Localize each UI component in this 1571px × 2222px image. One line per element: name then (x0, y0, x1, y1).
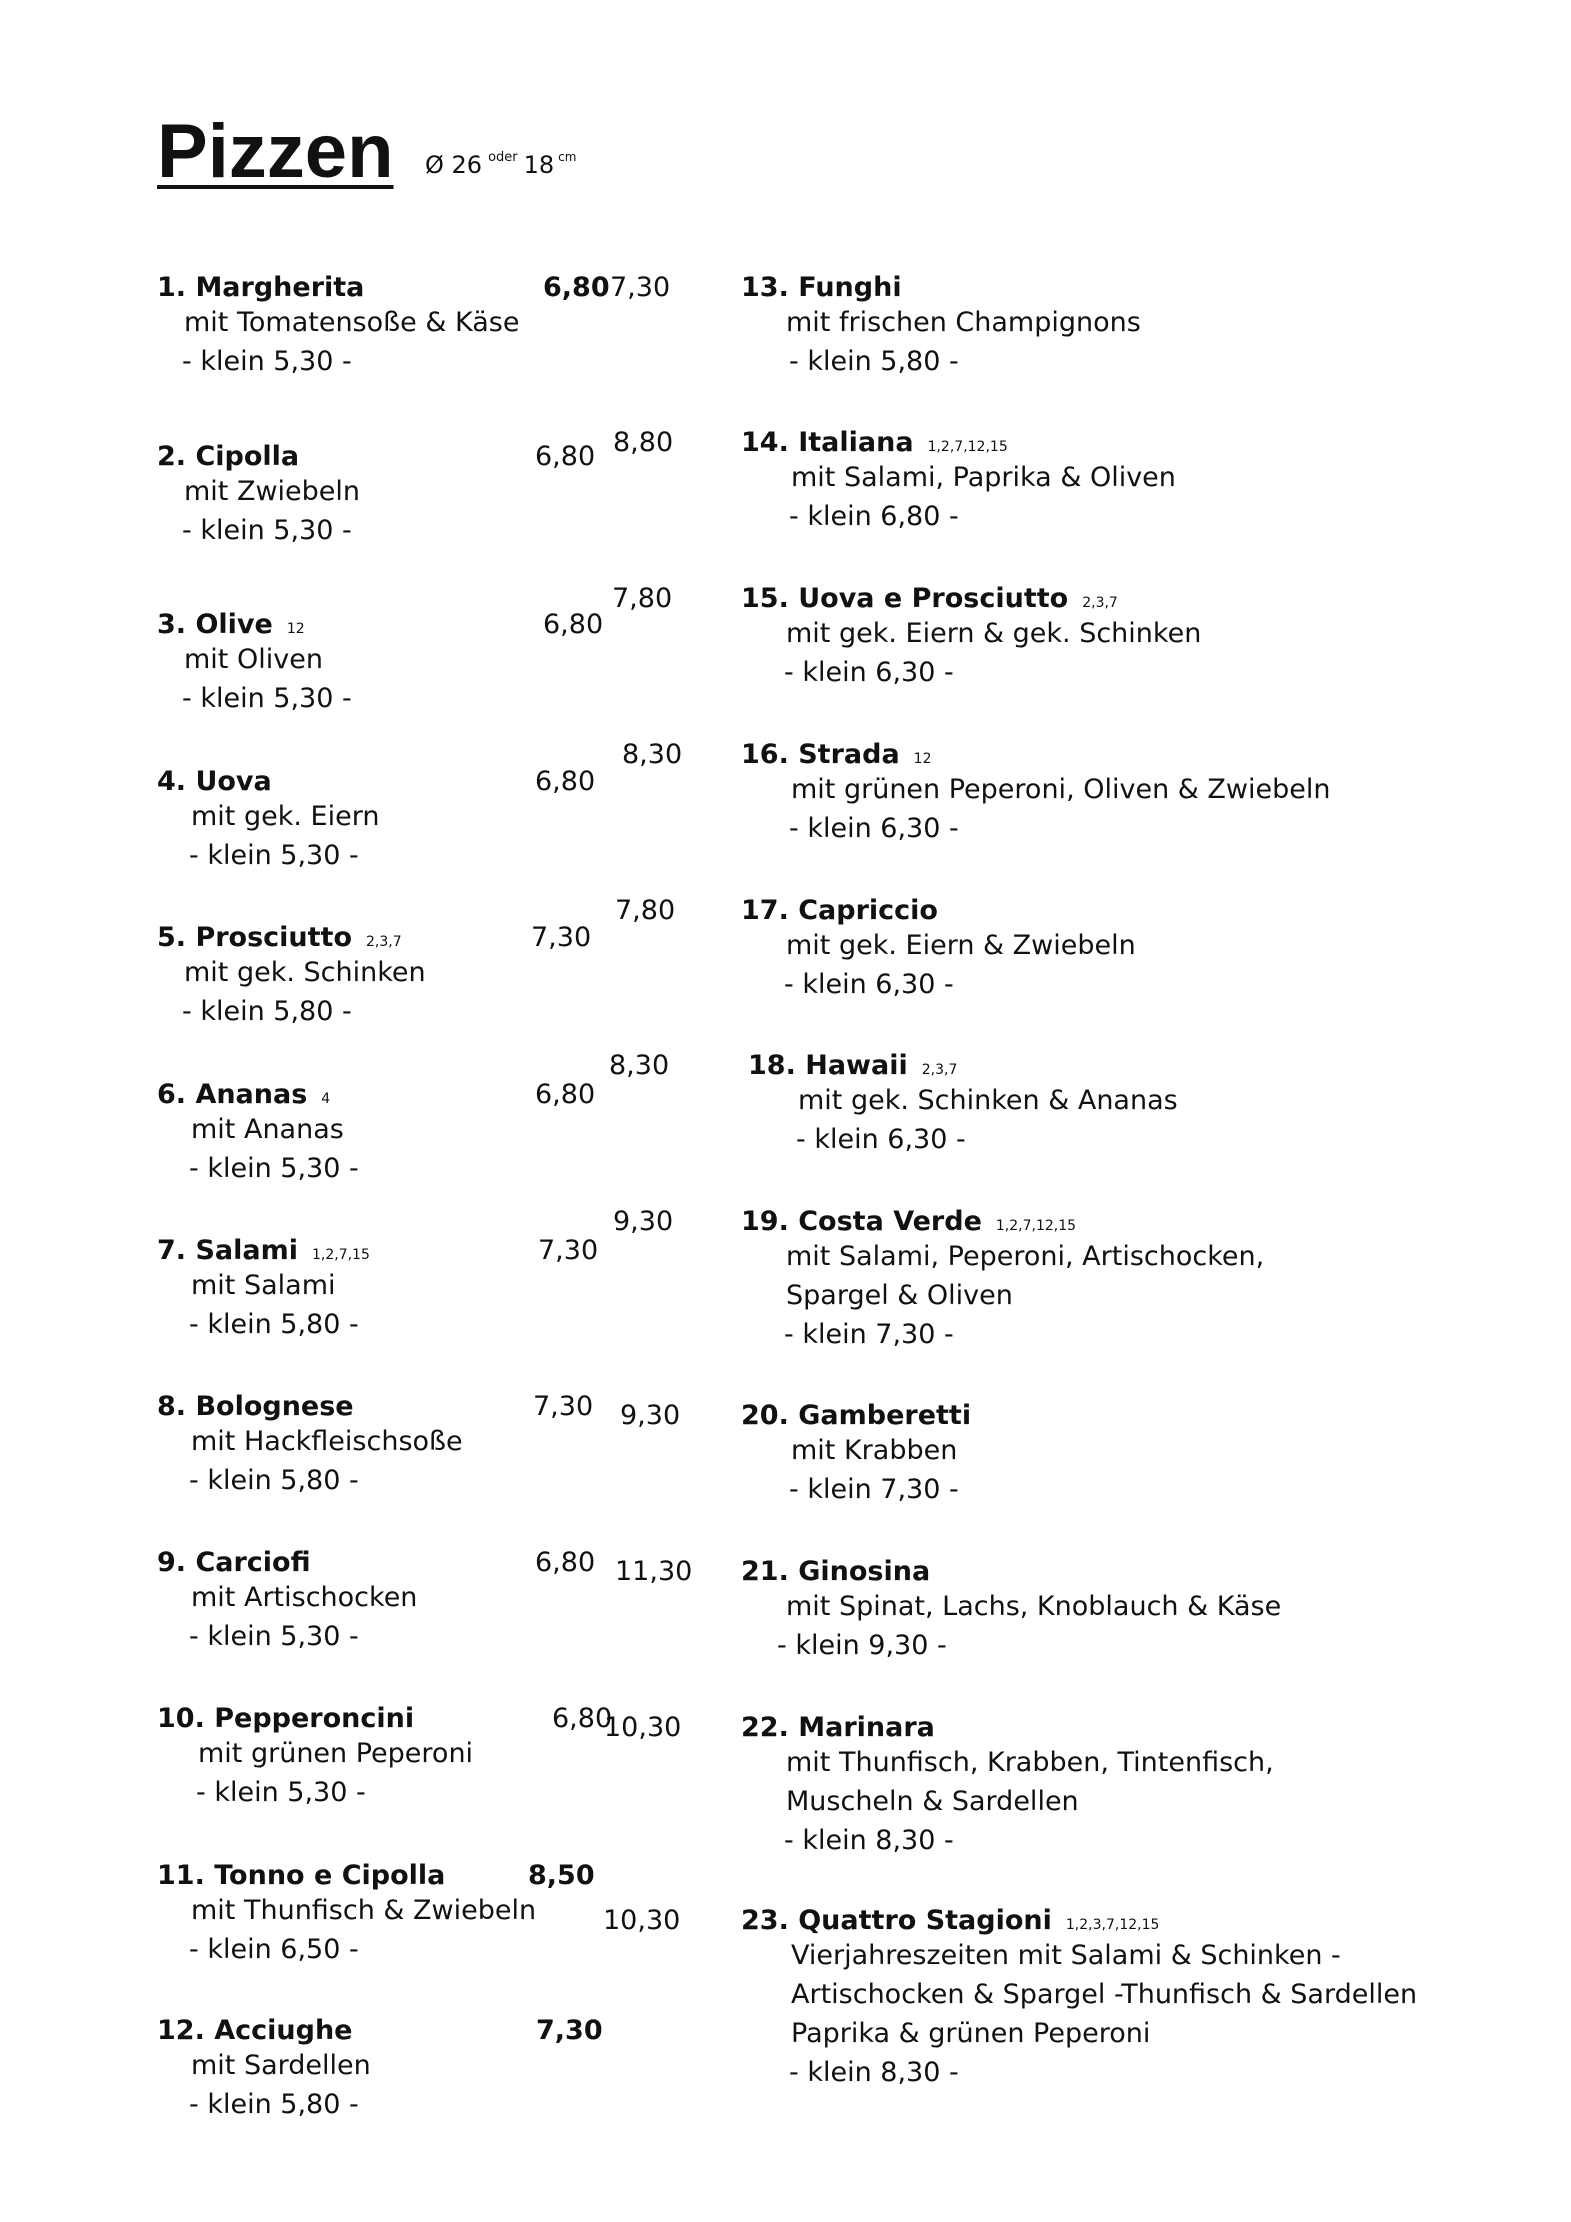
item-price: 10,30 (604, 1712, 682, 1743)
menu-item (609, 1050, 1178, 1159)
item-name-row (157, 441, 360, 472)
menu-item (157, 272, 610, 381)
item-name: 16. Strada (741, 739, 900, 770)
item-description: mit Zwiebeln (184, 476, 361, 507)
menu-item (157, 1860, 595, 1969)
item-small-price: - klein 5,80 - (189, 1465, 359, 1496)
item-name: 15. Uova e Prosciutto (741, 583, 1069, 614)
item-allergens: 1,2,7,15 (311, 1247, 370, 1263)
item-description: mit Krabben (791, 1435, 958, 1466)
item-allergens: 2,3,7 (1082, 595, 1118, 611)
item-price: 9,30 (620, 1400, 681, 1431)
item-description: Artischocken & Spargel -Thunfisch & Sardellen (791, 1979, 1418, 2010)
item-name: 17. Capriccio (741, 895, 938, 926)
item-name-row (157, 766, 379, 797)
item-name: 5. Prosciutto (157, 922, 353, 953)
item-price: 8,30 (622, 739, 683, 770)
item-description: Muscheln & Sardellen (786, 1786, 1079, 1817)
menu-item (622, 739, 1331, 848)
item-name-row (741, 1712, 1274, 1743)
menu-item (157, 1079, 596, 1188)
item-small-price: - klein 6,30 - (784, 969, 954, 1000)
item-name: 22. Marinara (741, 1712, 935, 1743)
item-small-price: - klein 8,30 - (784, 1825, 954, 1856)
menu-item (610, 272, 1141, 381)
item-description: mit Salami, Paprika & Oliven (791, 462, 1176, 493)
item-allergens: 1,2,7,12,15 (927, 439, 1008, 455)
size-prefix: Ø 26 (425, 151, 483, 179)
item-small-price: - klein 9,30 - (777, 1630, 947, 1661)
item-description: mit Hackfleischsoße (191, 1426, 463, 1457)
item-description: Paprika & grünen Peperoni (791, 2018, 1151, 2049)
item-small-price: - klein 6,50 - (189, 1934, 359, 1965)
item-small-price: - klein 8,30 - (789, 2057, 959, 2088)
item-name-row (741, 1905, 1417, 1936)
item-name: 11. Tonno e Cipolla (157, 1860, 446, 1891)
item-small-price: - klein 5,80 - (182, 996, 352, 1027)
item-name: 14. Italiana (741, 427, 914, 458)
menu-item (157, 1235, 599, 1344)
menu-item (157, 766, 596, 875)
size-alt: 18 (523, 151, 555, 179)
item-name: 23. Quattro Stagioni (741, 1905, 1052, 1936)
item-small-price: - klein 7,30 - (789, 1474, 959, 1505)
item-price: 7,30 (538, 1235, 599, 1266)
item-price: 6,80 (535, 766, 596, 797)
menu-header (157, 108, 577, 195)
item-price: 7,80 (615, 895, 676, 926)
item-name: 1. Margherita (157, 272, 365, 303)
menu-item (603, 1905, 1418, 2092)
item-price: 6,80 (543, 272, 610, 303)
item-description: mit Salami (191, 1270, 336, 1301)
page-title: Pizzen (157, 109, 394, 194)
item-name-row (157, 1391, 463, 1422)
item-small-price: - klein 6,30 - (784, 657, 954, 688)
menu-item (613, 1206, 1265, 1354)
item-description: mit Ananas (191, 1114, 344, 1145)
item-name: 7. Salami (157, 1235, 298, 1266)
menu-item (157, 1391, 594, 1500)
item-name: 10. Pepperoncini (157, 1703, 415, 1734)
item-small-price: - klein 6,30 - (789, 813, 959, 844)
item-name-row (741, 1400, 971, 1431)
item-description: Vierjahreszeiten mit Salami & Schinken - (791, 1940, 1341, 1971)
item-name-row (741, 427, 1176, 458)
item-description: mit grünen Peperoni, Oliven & Zwiebeln (791, 774, 1331, 805)
size-note (425, 150, 576, 179)
item-price: 6,80 (535, 1079, 596, 1110)
item-allergens: 12 (913, 751, 932, 767)
item-small-price: - klein 6,30 - (796, 1124, 966, 1155)
item-name-row (157, 1547, 417, 1578)
item-name-row (741, 1206, 1264, 1237)
item-price: 7,30 (610, 272, 671, 303)
item-allergens: 12 (286, 621, 305, 637)
menu-item (157, 1547, 596, 1656)
item-price: 6,80 (543, 609, 604, 640)
item-name-row (157, 1860, 536, 1891)
item-small-price: - klein 6,80 - (789, 501, 959, 532)
item-price: 11,30 (615, 1556, 693, 1587)
item-price: 8,30 (609, 1050, 670, 1081)
item-small-price: - klein 5,30 - (196, 1777, 366, 1808)
size-separator: oder (488, 150, 518, 165)
item-price: 7,30 (536, 2015, 603, 2046)
item-small-price: - klein 5,30 - (182, 346, 352, 377)
item-small-price: - klein 5,30 - (182, 515, 352, 546)
menu-item (620, 1400, 972, 1509)
item-description: mit Sardellen (191, 2050, 371, 2081)
item-description: mit frischen Champignons (786, 307, 1141, 338)
menu-item (612, 583, 1202, 692)
item-small-price: - klein 5,80 - (189, 2089, 359, 2120)
item-name-row (157, 2015, 371, 2046)
menu-item (157, 2015, 603, 2124)
item-name: 2. Cipolla (157, 441, 300, 472)
item-name-row (741, 1556, 1281, 1587)
item-name-row (741, 583, 1201, 614)
item-description: mit Salami, Peperoni, Artischocken, (786, 1241, 1265, 1272)
item-name-row (748, 1050, 1178, 1081)
item-price: 6,80 (535, 441, 596, 472)
menu-item (157, 609, 604, 718)
item-name: 6. Ananas (157, 1079, 308, 1110)
item-price: 10,30 (603, 1905, 681, 1936)
item-name: 8. Bolognese (157, 1391, 354, 1422)
item-name-row (157, 1235, 370, 1266)
item-name-row (157, 272, 519, 303)
item-price: 7,30 (533, 1391, 594, 1422)
item-allergens: 2,3,7 (366, 934, 402, 950)
item-description: mit Thunfisch & Zwiebeln (191, 1895, 537, 1926)
item-allergens: 2,3,7 (921, 1062, 958, 1078)
item-description: mit Spinat, Lachs, Knoblauch & Käse (786, 1591, 1282, 1622)
item-name: 20. Gamberetti (741, 1400, 972, 1431)
item-small-price: - klein 5,30 - (189, 1621, 359, 1652)
item-name: 3. Olive (157, 609, 273, 640)
item-price: 7,80 (612, 583, 673, 614)
item-name-row (741, 895, 1136, 926)
menu-item (157, 441, 596, 550)
item-name-row (157, 1079, 359, 1110)
item-small-price: - klein 5,30 - (189, 840, 359, 871)
item-description: mit Oliven (184, 644, 323, 675)
item-price: 8,80 (613, 427, 674, 458)
item-description: mit gek. Eiern & Zwiebeln (786, 930, 1136, 961)
item-small-price: - klein 5,30 - (182, 683, 352, 714)
menu-item (157, 922, 592, 1031)
item-allergens: 1,2,3,7,12,15 (1065, 1917, 1160, 1933)
item-name: 13. Funghi (741, 272, 902, 303)
item-name-row (157, 1703, 473, 1734)
item-name: 21. Ginosina (741, 1556, 931, 1587)
item-name: 18. Hawaii (748, 1050, 908, 1081)
item-description: mit Tomatensoße & Käse (184, 307, 520, 338)
item-name: 9. Carciofi (157, 1547, 311, 1578)
item-allergens: 4 (321, 1091, 331, 1107)
menu-item (615, 895, 1136, 1004)
item-description: mit gek. Schinken (184, 957, 426, 988)
menu-item (615, 1556, 1282, 1665)
item-description: mit gek. Eiern (191, 801, 380, 832)
item-name: 4. Uova (157, 766, 272, 797)
item-name-row (741, 739, 1330, 770)
size-unit: cm (558, 150, 577, 164)
item-name: 12. Acciughe (157, 2015, 353, 2046)
item-name-row (157, 922, 426, 953)
menu-item (613, 427, 1176, 536)
item-name-row (157, 609, 352, 640)
item-description: mit Artischocken (191, 1582, 418, 1613)
item-small-price: - klein 5,80 - (189, 1309, 359, 1340)
item-small-price: - klein 5,30 - (189, 1153, 359, 1184)
menu-item (604, 1712, 1274, 1860)
item-price: 6,80 (535, 1547, 596, 1578)
item-description: mit grünen Peperoni (198, 1738, 474, 1769)
item-name: 19. Costa Verde (741, 1206, 982, 1237)
item-allergens: 1,2,7,12,15 (995, 1218, 1077, 1234)
item-description: Spargel & Oliven (786, 1280, 1013, 1311)
item-small-price: - klein 7,30 - (784, 1319, 954, 1350)
item-price: 6,80 (552, 1703, 613, 1734)
item-name-row (741, 272, 1141, 303)
item-price: 9,30 (613, 1206, 674, 1237)
item-description: mit gek. Eiern & gek. Schinken (786, 618, 1202, 649)
item-price: 8,50 (528, 1860, 595, 1891)
item-price: 7,30 (531, 922, 592, 953)
menu-item (157, 1703, 613, 1812)
item-small-price: - klein 5,80 - (789, 346, 959, 377)
item-description: mit Thunfisch, Krabben, Tintenfisch, (786, 1747, 1274, 1778)
item-description: mit gek. Schinken & Ananas (798, 1085, 1178, 1116)
